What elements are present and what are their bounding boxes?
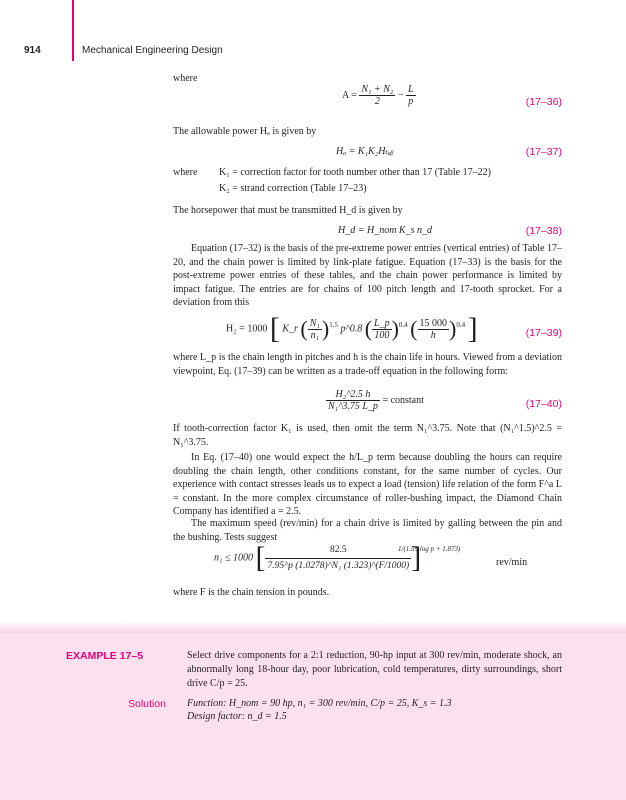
page-number: 914: [24, 45, 41, 56]
eq40-den: N₁^3.75 L_p: [328, 401, 378, 412]
eq39-lparen2: (: [364, 316, 373, 341]
eq39-n1: N₁: [309, 317, 320, 329]
eq39-p: p^0.8: [340, 323, 363, 335]
eq39-exp2: 0.4: [398, 320, 408, 329]
eq36-frac2: [406, 84, 416, 107]
paragraph-3: If tooth-correction factor K₁ is used, then omit the term N₁^3.75. Note that (N₁^1.5)^2.5 = N₁^3.75.: [173, 423, 562, 448]
example-statement: Select drive components for a 2:1 reduction, 90-hp input at 300 rev/min, moderate shock, an abnormally long 18-hour day, poor lubrication, cold temperatures, dirty surroundings, short drive C/p = 25.: [187, 650, 562, 689]
eq41-rbracket: ]: [411, 541, 422, 574]
eq36-den2: p: [408, 96, 414, 107]
paragraph-5: The maximum speed (rev/min) for a chain drive is limited by galling between the pin and the bushing. Tests suggest: [173, 518, 562, 543]
eq40-label: (17–40): [525, 398, 562, 410]
def-k2: K₂ = strand correction (Table 17–23): [219, 183, 367, 194]
paragraph-1: Equation (17–32) is the basis of the pre-extreme power entries (vertical entries) of Table 17–20, and the chain power is limited by link-plate fatigue. Equation (17–33) is the basis for the post-extreme power entries of these tables, and the chain power performance is limited by impact fatigue. The entries are for chains of 100 pitch length and 17-tooth sprocket. For a deviation from this: [173, 243, 562, 309]
def-k1: K₁ = correction factor for tooth number other than 17 (Table 17–22): [219, 167, 491, 178]
eq39-d100: 100: [374, 329, 390, 341]
eq39-rparen3: ): [449, 316, 457, 341]
eq39-rparen2: ): [391, 316, 399, 341]
eq39-15000: 15 000: [419, 317, 447, 329]
eq39-frac2: [372, 318, 392, 341]
solution-label: Solution: [128, 698, 166, 710]
eq39-exp1: 1.5: [329, 320, 338, 329]
equation-17-36: [342, 84, 482, 107]
allowable-text: The allowable power Hₐ is given by: [173, 126, 317, 137]
eq39-frac3: [418, 318, 450, 341]
equation-17-38: H_d = H_nom K_s n_d: [338, 225, 432, 236]
eq39-rparen1: ): [321, 316, 330, 341]
eq36-minus: −: [397, 89, 404, 101]
eq39-dh: h: [430, 329, 436, 341]
horsepower-text: The horsepower that must be transmitted H_d is given by: [173, 205, 403, 216]
eq36-label: (17–36): [525, 96, 562, 108]
solution-function: Function: H_nom = 90 hp, n₁ = 300 rev/min, C/p = 25, K_s = 1.3: [187, 698, 452, 709]
eq41-units: rev/min: [496, 557, 528, 568]
eq39-frac1: [308, 318, 322, 341]
eq39-lhs: H₂ = 1000: [226, 323, 268, 335]
eq36-den1: 2: [374, 96, 380, 107]
header-rule: [72, 0, 74, 61]
eq39-rbracket: ]: [467, 312, 478, 345]
eq41-exponent: 1/(1.59 log p + 1.873): [398, 545, 461, 553]
solution-design-factor: Design factor: n_d = 1.5: [187, 711, 287, 722]
equation-17-39: [226, 314, 526, 344]
eq41-lhs: n₁ ≤ 1000: [214, 552, 253, 564]
defs-where: where: [173, 167, 198, 178]
equation-max-speed: [214, 543, 421, 573]
eq40-rhs: = constant: [382, 394, 424, 406]
paragraph-2: where L_p is the chain length in pitches and h is the chain life in hours. Viewed from a deviation viewpoint, Eq. (17–39) can be written as a trade-off equation in the following form:: [173, 352, 562, 377]
eq39-lparen3: (: [410, 316, 418, 341]
eq38-label: (17–38): [525, 225, 562, 237]
eq37-label: (17–37): [525, 146, 562, 158]
tension-text: where F is the chain tension in pounds.: [173, 587, 330, 598]
eq36-num1: N₁ + N₂: [361, 84, 394, 95]
eq39-exp3: 0.4: [456, 320, 466, 329]
eq36-num2: L: [408, 84, 414, 95]
eq39-kr: K_r: [282, 323, 298, 335]
eq36-lhs: A =: [342, 89, 357, 101]
eq39-lparen1: (: [300, 316, 308, 341]
eq41-frac: [265, 545, 411, 571]
where-label-1: where: [173, 73, 198, 84]
eq39-dn1: n₁: [310, 329, 320, 341]
eq39-label: (17–39): [525, 327, 562, 339]
eq41-lbracket: [: [255, 541, 266, 574]
paragraph-4: In Eq. (17–40) one would expect the h/L_p term because doubling the hours can require doubling the chain length, other conditions constant, for the same number of cycles. Our experience with contact stresses leads us to expect a load (tension) life relation of the form F^a L = constant. In the more complex circumstance of roller-bushing impact, the Diamond Chain Company has identified a = 2.5.: [173, 452, 562, 518]
eq41-num: 82.5: [265, 545, 411, 559]
equation-17-37: Hₐ = K₁K₂Hₜₐᵦ: [336, 146, 394, 157]
eq39-lbracket: [: [269, 312, 280, 345]
equation-17-40: [326, 389, 424, 412]
eq41-den: 7.95^p (1.0278)^N₁ (1.323)^(F/1000): [267, 561, 410, 571]
eq39-lp: L_p: [374, 317, 390, 329]
eq40-frac: [326, 389, 380, 412]
example-label: EXAMPLE 17–5: [66, 650, 144, 662]
running-title: Mechanical Engineering Design: [82, 45, 223, 56]
example-top-gradient: [0, 621, 626, 633]
eq40-num: H₂^2.5 h: [326, 389, 380, 401]
eq36-frac1: [359, 84, 395, 107]
